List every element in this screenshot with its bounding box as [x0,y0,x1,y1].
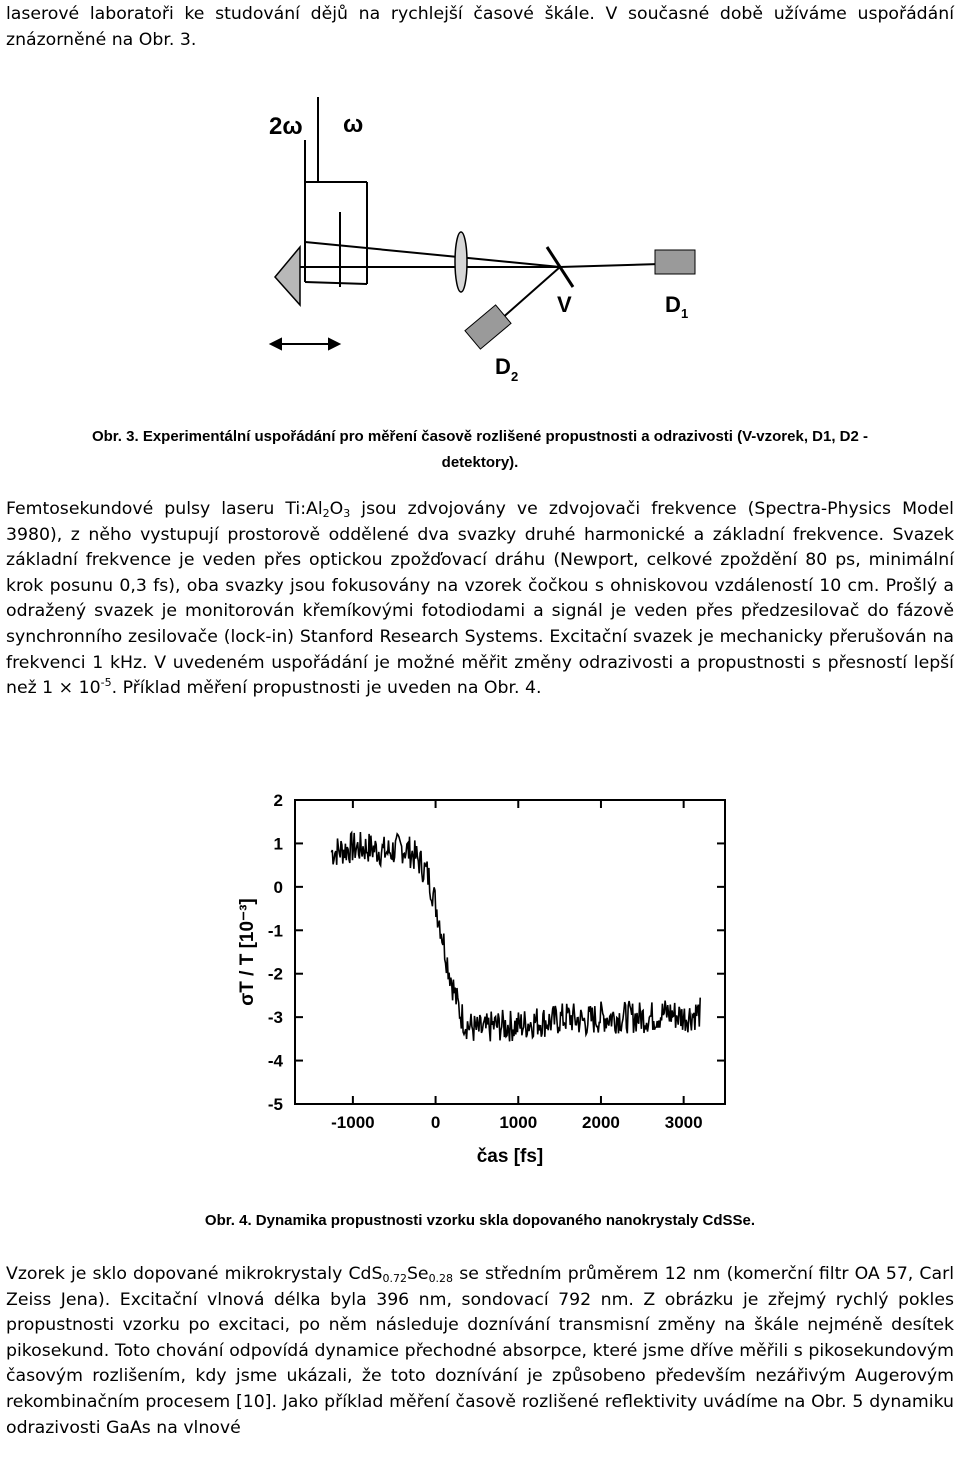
y-tick-label: 2 [273,791,283,810]
main-paragraph-end: . Příklad měření propustnosti je uveden na Obr. 4. [111,678,542,699]
main-paragraph-part1: Femtosekundové pulsy laseru Ti:Al [6,499,323,519]
label-2omega: 2ω [269,113,303,140]
beam-transmitted [560,264,660,267]
top-paragraph [6,2,954,53]
main-paragraph [6,497,954,702]
label-d2: D [495,354,511,379]
main-paragraph-sub2: 3 [343,507,351,520]
main-paragraph-mid: O [329,499,344,519]
label-d2-sub: 2 [511,369,519,384]
series-line [331,832,700,1041]
main-paragraph-times: × [58,678,74,699]
double-arrow-icon [271,339,339,349]
label-d1-sub: 1 [681,306,689,321]
y-tick-label: -4 [267,1051,283,1071]
figure3-caption-line1: Obr. 3. Experimentální uspořádání pro měření časově rozlišené propustnosti a odrazivosti (V-vzorek, D1, D2 - [91,428,869,445]
beam-to-sample-1 [305,242,560,267]
x-tick-label: 0 [430,1113,441,1132]
prism-icon [275,247,300,305]
detector-d1-icon [655,250,695,274]
figure3-caption-line2: detektory). [441,454,519,471]
y-tick-label: 1 [273,834,283,854]
x-tick-label: 3000 [664,1113,703,1132]
y-tick-label: 0 [273,877,283,897]
main-paragraph-exp: -5 [100,676,112,690]
label-d1: D [665,292,681,317]
label-sample: V [557,292,572,317]
bottom-paragraph [6,1262,954,1441]
x-axis-label: čas [fs] [476,1146,544,1167]
transmission-chart [225,788,740,1178]
bottom-paragraph-part3: se středním průměrem 12 nm (komerční filtr OA 57, Carl Zeiss Jena). Excitační vlnová délka byla 396 nm, sondovací 792 nm. Z obrázku je zřejmý rychlý pokles propustnosti vzorku po excitaci, po něm následuje doznívání transmisní změny na škále nejméně desítek pikosekund. Toto chování odpovídá dynamice přechodné absorpce, které jsme dříve měřili s pikosekundovým časovým rozlišením, kdy jsme ukázali, že toto doznívání je způsobeno především nezářivým Augerovým rekombinačním procesem [10]. Jako příklad měření časově rozlišené reflektivity uvádíme na Obr. 5 dynamiku odrazivosti GaAs na vlnové [6,1264,954,1438]
y-axis-label: σT / T [10⁻³] [237,898,258,1006]
x-tick-label: 2000 [582,1113,620,1132]
figure4-caption: Obr. 4. Dynamika propustnosti vzorku skla dopovaného nanokrystaly CdSSe. [204,1212,756,1229]
main-paragraph-exp-base: 10 [73,678,101,699]
y-tick-label: -5 [267,1095,283,1114]
y-tick-label: -2 [267,964,283,984]
x-tick-label: -1000 [331,1113,375,1132]
beam-lower-horizontal [305,282,367,284]
figure3-caption [10,424,950,476]
lens-icon [455,232,467,292]
bottom-paragraph-sub2: 0.28 [428,1272,454,1285]
y-tick-label: -3 [267,1008,283,1028]
beam-reflected [500,267,560,320]
bottom-paragraph-part1: Vzorek je sklo dopované mikrokrystaly CdS [6,1264,383,1284]
label-omega: ω [343,111,364,138]
y-tick-label: -1 [267,921,283,941]
setup-diagram [255,92,705,392]
top-paragraph-text: laserové laboratoři ke studování dějů na rychlejší časové škále. V současné době užíváme uspořádání znázorněné na Obr. 3. [6,4,954,50]
x-tick-label: 1000 [499,1113,538,1132]
bottom-paragraph-sub1: 0.72 [382,1272,407,1285]
main-paragraph-sub1: 2 [322,507,330,520]
bottom-paragraph-part2: Se [406,1264,429,1284]
main-paragraph-part2: jsou zdvojovány ve zdvojovači frekvence (Spectra-Physics Model 3980), z něho vystupují prostorově oddělené dva svazky druhé harmonické a základní frekvence. Svazek základní frekvence je veden přes optickou zpožďovací dráhu (Newport, celkové zpoždění 80 ps, minimální krok posunu 0,3 fs), oba svazky jsou fokusovány na vzorek čočkou s ohniskovou vzdáleností 10 cm. Prošlý a odražený svazek je monitorován křemíkovými fotodiodami a signál je veden přes předzesilovač do fázově synchronního zesilovače (lock-in) Stanford Research Systems. Excitační svazek je mechanicky přerušován na frekvenci 1 kHz. V uvedeném uspořádání je možné měřit změny odrazivosti a propustnosti s přesností lepší než 1 [6,499,954,699]
detector-d2-icon [465,305,511,349]
